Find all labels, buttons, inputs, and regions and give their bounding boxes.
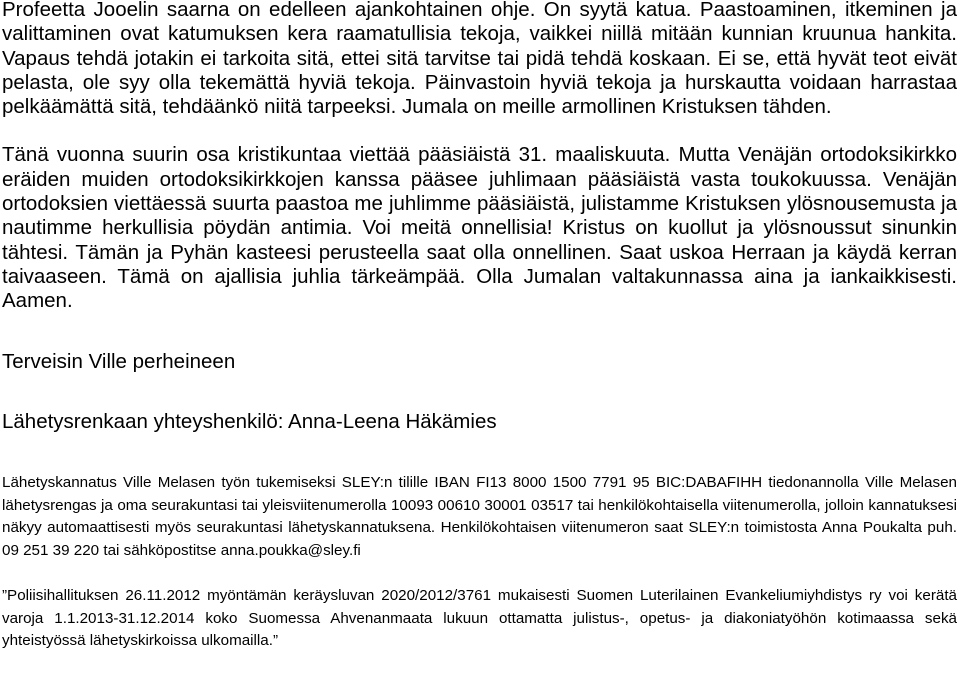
body-paragraph-easter: Tänä vuonna suurin osa kristikuntaa viettää pääsiäistä 31. maaliskuuta. Mutta Venäjän ortodoksikirkko eräiden muiden ortodoksikirkkojen kanssa pääsee juhlimaan pääsiäistä vasta toukokuussa. Venäjän ortodoksien viettäessä suurta paastoa me juhlimme pääsiäistä, julistamme Kristuksen ylösnousemusta ja nautimme herkullisia pöydän antimia. Voi meitä onnellisia! Kristus on kuollut ja ylösnoussut sinunkin tähtesi. Tämän ja Pyhän kasteesi perusteella saat olla onnellinen. Saat uskoa Herraan ja käydä kerran taivaaseen. Tämä on ajallisia juhlia tärkeämpää. Olla Jumalan valtakunnassa aina ja iankaikkisesti. Aamen. [2,143,957,313]
fundraising-permit-paragraph: ”Poliisihallituksen 26.11.2012 myöntämän keräysluvan 2020/2012/3761 mukaisesti Suomen Luterilainen Evankeliumiyhdistys ry voi kerätä varoja 1.1.2013-31.12.2014 koko Suomessa Ahvenanmaata lukuun ottamatta julistus-, opetus- ja diakoniatyöhön kotimaassa sekä yhteistyössä lähetyskirkoissa ulkomailla.” [2,587,957,650]
contact-person-line: Lähetysrenkaan yhteyshenkilö: Anna-Leena Häkämies [2,409,497,433]
greeting-line: Terveisin Ville perheineen [2,349,236,373]
donation-info-paragraph: Lähetyskannatus Ville Melasen työn tukemiseksi SLEY:n tilille IBAN FI13 8000 1500 7791 95 BIC:DABAFIHH tiedonannolla Ville Melasen lähetysrengas ja oma seurakuntasi tai yleisviitenumerolla 10093 00610 30001 03517 tai henkilökohtaisella viitenumerolla, jolloin kannatuksesi näkyy automaattisesti myös seurakuntasi lähetyskannatuksena. Henkilökohtaisen viitenumeron saat SLEY:n toimistosta Anna Poukalta puh. 09 251 39 220 tai sähköpostitse anna.poukka@sley.fi [2,474,957,559]
body-paragraph-repentance: Profeetta Jooelin saarna on edelleen ajankohtainen ohje. On syytä katua. Paastoaminen, itkeminen ja valittaminen ovat katumuksen kera raamatullisia tekoja, vaikkei niillä mitään kunnian kruunua hankita. Vapaus tehdä jotakin ei tarkoita sitä, ettei sitä tarvitse tai pidä tehdä koskaan. Ei se, että hyvät teot eivät pelasta, ole syy olla tekemättä hyviä tekoja. Päinvastoin hyviä tekoja ja hurskautta voidaan harrastaa pelkäämättä sitä, tehdäänkö niitä tarpeeksi. Jumala on meille armollinen Kristuksen tähden. [2,0,957,119]
letter-page [2,0,957,653]
